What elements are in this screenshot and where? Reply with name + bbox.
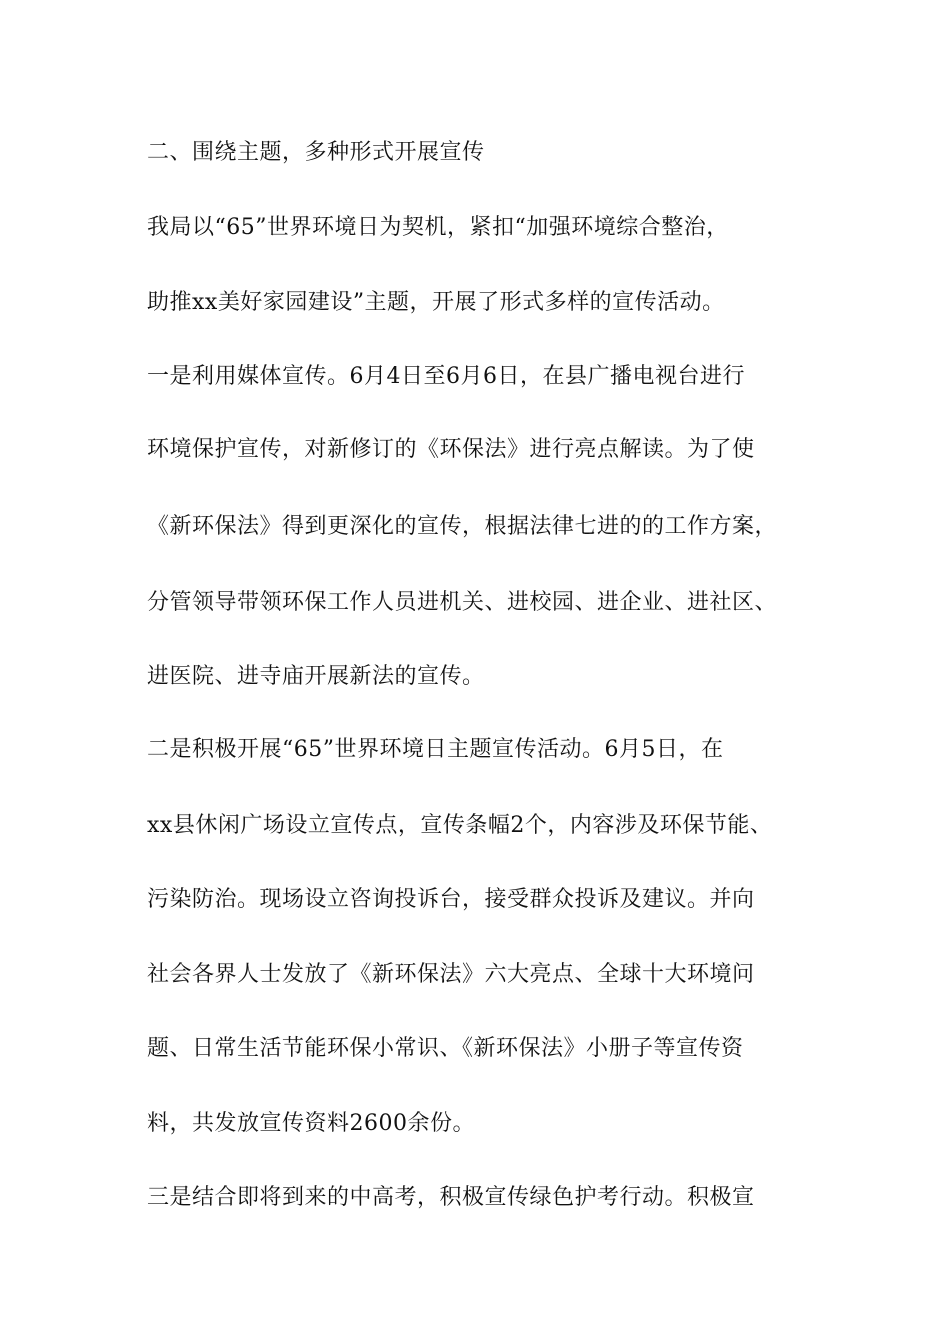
paragraph-line: 助推xx美好家园建设”主题，开展了形式多样的宣传活动。 xyxy=(147,290,725,315)
paragraph-line: 三是结合即将到来的中高考，积极宣传绿色护考行动。积极宣 xyxy=(147,1185,755,1210)
paragraph-line: 进医院、进寺庙开展新法的宣传。 xyxy=(147,664,485,689)
paragraph-line: 社会各界人士发放了《新环保法》六大亮点、全球十大环境问 xyxy=(147,962,755,987)
paragraph-line: 污染防治。现场设立咨询投诉台，接受群众投诉及建议。并向 xyxy=(147,887,755,912)
paragraph-line: 一是利用媒体宣传。6月4日至6月6日，在县广播电视台进行 xyxy=(147,364,745,389)
paragraph-line: 《新环保法》得到更深化的宣传，根据法律七进的的工作方案， xyxy=(147,514,778,539)
paragraph-line: 我局以“65”世界环境日为契机，紧扣“加强环境综合整治， xyxy=(147,215,729,240)
paragraph-line: 环境保护宣传，对新修订的《环保法》进行亮点解读。为了使 xyxy=(147,437,755,462)
paragraph-line: xx县休闲广场设立宣传点，宣传条幅2个，内容涉及环保节能、 xyxy=(147,813,773,838)
paragraph-line: 料，共发放宣传资料2600余份。 xyxy=(147,1111,475,1136)
paragraph-line: 分管领导带领环保工作人员进机关、进校园、进企业、进社区、 xyxy=(147,590,778,615)
section-heading: 二、围绕主题，多种形式开展宣传 xyxy=(147,140,485,165)
paragraph-line: 二是积极开展“65”世界环境日主题宣传活动。6月5日，在 xyxy=(147,737,724,762)
paragraph-line: 题、日常生活节能环保小常识、《新环保法》小册子等宣传资 xyxy=(147,1036,744,1061)
